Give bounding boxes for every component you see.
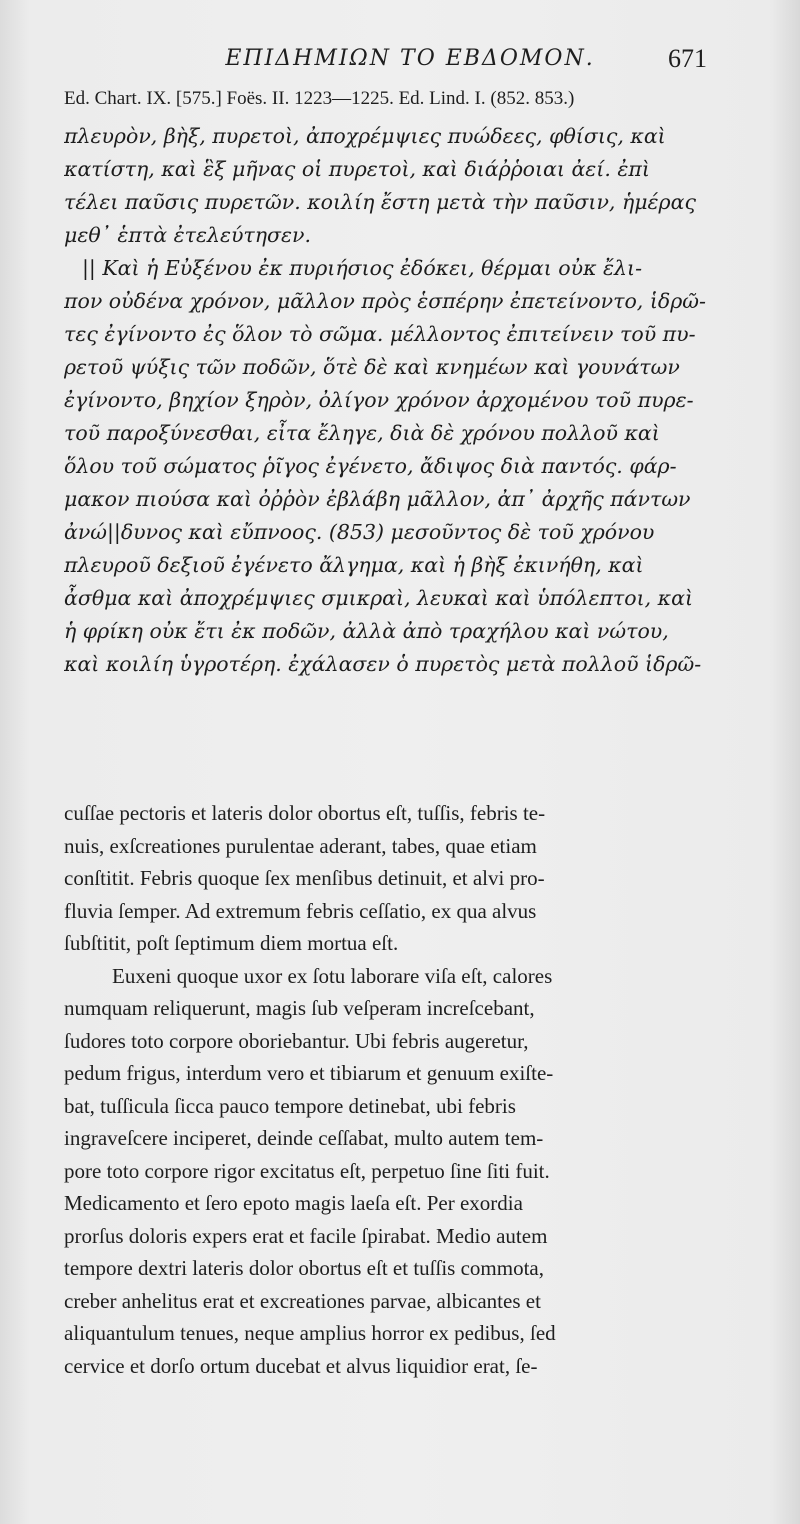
page-number: 671 <box>668 44 707 73</box>
latin-line: pore toto corpore rigor excitatus eſt, perpetuo ſine ſiti fuit. <box>64 1158 550 1183</box>
latin-line: conſtitit. Febris quoque ſex menſibus detinuit, et alvi pro- <box>64 866 545 890</box>
latin-line: fluvia ſemper. Ad extremum febris ceſſatio, ex qua alvus <box>64 898 537 923</box>
latin-line: ſubſtitit, poſt ſeptimum diem mortua eſt. <box>64 931 399 955</box>
running-title: ΕΠΙΔΗΜΙΩΝ ΤΟ ΕΒΔΟΜΟΝ. <box>225 46 595 71</box>
latin-line: pedum frigus, interdum vero et tibiarum et genuum exiſte- <box>64 1061 554 1085</box>
latin-line: prorſus doloris expers erat et facile ſpirabat. Medio autem <box>64 1223 548 1248</box>
greek-line: πλευροῦ δεξιοῦ ἐγένετο ἄλγημα, καὶ ἡ βὴξ ἐκινήθη, καὶ <box>64 553 644 577</box>
latin-text-block <box>64 797 754 1382</box>
latin-line: nuis, exſcreationes purulentae aderant, tabes, quae etiam <box>64 833 537 858</box>
greek-line: ἐγίνοντο, βηχίον ξηρὸν, ὀλίγον χρόνον ἀρχομένου τοῦ πυρε- <box>64 388 694 412</box>
greek-line: ἆσθμα καὶ ἀποχρέμψιες σμικραὶ, λευκαὶ καὶ ὑπόλεπτοι, καὶ <box>64 586 693 610</box>
latin-line: ingraveſcere inciperet, deinde ceſſabat, multo autem tem- <box>64 1126 544 1150</box>
latin-line: tempore dextri lateris dolor obortus eſt et tuſſis commota, <box>64 1256 544 1280</box>
greek-text-block <box>64 120 754 681</box>
greek-line: καὶ κοιλίη ὑγροτέρη. ἐχάλασεν ὁ πυρετὸς μετὰ πολλοῦ ἱδρῶ- <box>64 652 702 676</box>
latin-line: cervice et dorſo ortum ducebat et alvus liquidior erat, ſe- <box>64 1353 538 1378</box>
latin-line: Euxeni quoque uxor ex ſotu laborare viſa eſt, calores <box>112 963 553 988</box>
greek-line: || Καὶ ἡ Εὐξένου ἐκ πυριήσιος ἐδόκει, θέρμαι οὐκ ἔλι- <box>82 256 643 280</box>
greek-line: τέλει παῦσις πυρετῶν. κοιλίη ἔστη μετὰ τὴν παῦσιν, ἡμέρας <box>64 190 696 214</box>
greek-line: πον οὐδένα χρόνον, μᾶλλον πρὸς ἑσπέρην ἐπετείνοντο, ἱδρῶ- <box>64 289 706 313</box>
latin-line: cuſſae pectoris et lateris dolor obortus eſt, tuſſis, febris te- <box>64 801 546 825</box>
greek-line: πλευρὸν, βὴξ, πυρετοὶ, ἀποχρέμψιες πυώδεες, φθίσις, καὶ <box>64 124 666 148</box>
latin-line: creber anhelitus erat et excreationes parvae, albicantes et <box>64 1288 541 1313</box>
page-header <box>0 38 800 88</box>
greek-line: μακον πιούσα καὶ ὀῤῥὸν ἐβλάβη μᾶλλον, ἀπ᾽ ἀρχῆς πάντων <box>64 487 691 511</box>
greek-line: μεθ᾽ ἑπτὰ ἐτελεύτησεν. <box>64 223 312 247</box>
latin-line: aliquantulum tenues, neque amplius horror ex pedibus, ſed <box>64 1321 556 1345</box>
edition-reference-line: Ed. Chart. IX. [575.] Foës. II. 1223—1225. Ed. Lind. I. (852. 853.) <box>64 88 575 109</box>
greek-line: τοῦ παροξύνεσθαι, εἶτα ἔληγε, διὰ δὲ χρόνου πολλοῦ καὶ <box>64 421 660 445</box>
greek-line: ἡ φρίκη οὐκ ἔτι ἐκ ποδῶν, ἀλλὰ ἀπὸ τραχήλου καὶ νώτου, <box>64 619 669 643</box>
greek-line: ρετοῦ ψύξις τῶν ποδῶν, ὅτὲ δὲ καὶ κνημέων καὶ γουνάτων <box>64 355 680 379</box>
latin-line: Medicamento et ſero epoto magis laeſa eſt. Per exordia <box>64 1191 523 1215</box>
latin-line: numquam reliquerunt, magis ſub veſperam increſcebant, <box>64 996 535 1020</box>
greek-line: ἀνώ||δυνος καὶ εὔπνοος. (853) μεσοῦντος δὲ τοῦ χρόνου <box>64 520 655 544</box>
latin-line: ſudores toto corpore oboriebantur. Ubi febris augeretur, <box>64 1028 529 1053</box>
latin-line: bat, tuſſicula ſicca pauco tempore detinebat, ubi febris <box>64 1093 516 1118</box>
greek-line: ὅλου τοῦ σώματος ῥῖγος ἐγένετο, ἄδιψος διὰ παντός. φάρ- <box>64 454 677 478</box>
greek-line: κατίστη, καὶ ἓξ μῆνας οἱ πυρετοὶ, καὶ διάῤῥοιαι ἀεί. ἐπὶ <box>64 157 650 181</box>
greek-line: τες ἐγίνοντο ἐς ὅλον τὸ σῶμα. μέλλοντος ἐπιτείνειν τοῦ πυ- <box>64 322 696 346</box>
